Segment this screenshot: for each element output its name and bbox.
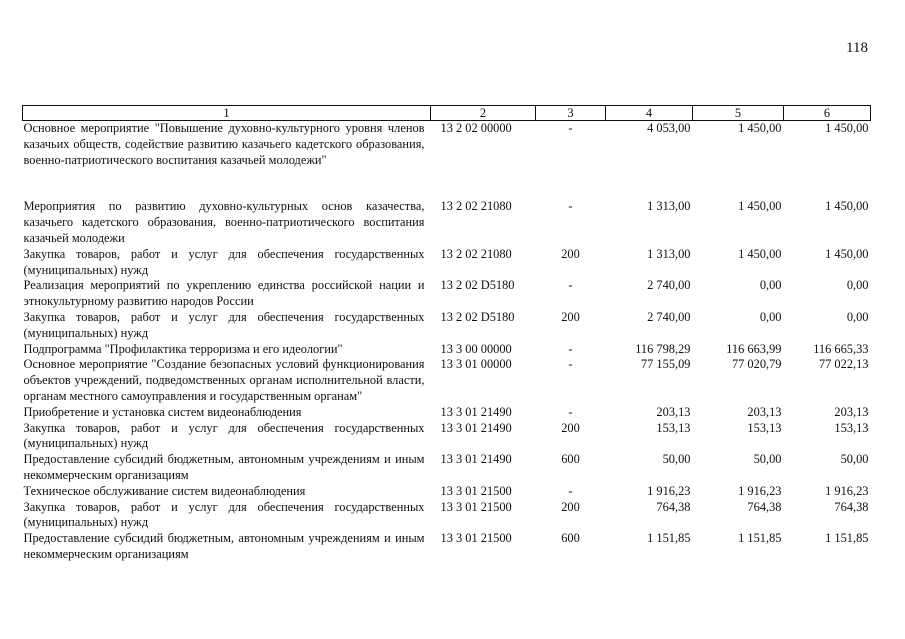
- row-name: Основное мероприятие "Создание безопасных условий функционирования объектов учреждений, подведомственных органам исполнительной власти, органам местного самоуправления и государственным органам": [23, 357, 425, 403]
- row-value-col6: 77 022,13: [818, 357, 869, 372]
- row-code: 13 2 02 21080: [440, 246, 512, 261]
- row-name: Приобретение и установка систем видеонаблюдения: [23, 404, 302, 419]
- row-expense-type: -: [568, 404, 573, 419]
- header-row: [23, 106, 871, 121]
- table-row: [23, 452, 871, 484]
- row-code: 13 2 02 D5180: [440, 278, 515, 293]
- row-name: Закупка товаров, работ и услуг для обеспечения государственных (муниципальных) нужд: [23, 420, 425, 451]
- row-value-col4: 4 053,00: [647, 121, 691, 135]
- row-name: Предоставление субсидий бюджетным, автономным учреждениям и иным некоммерческим организациям: [23, 531, 425, 561]
- row-value-col6: 116 665,33: [813, 341, 869, 356]
- row-code: 13 3 01 21500: [440, 531, 512, 546]
- page-number: 118: [846, 40, 868, 56]
- row-value-col6: 0,00: [846, 278, 869, 293]
- column-header: 1: [23, 106, 431, 121]
- table-row: [23, 421, 871, 453]
- table-row: [23, 357, 871, 404]
- budget-table: [22, 105, 871, 563]
- table-body: [23, 121, 871, 563]
- row-value-col5: 77 020,79: [731, 357, 782, 372]
- row-value-col4: 2 740,00: [647, 309, 691, 324]
- row-code: 13 3 01 21490: [440, 404, 512, 419]
- row-name: Предоставление субсидий бюджетным, автономным учреждениям и иным некоммерческим организациям: [23, 452, 425, 482]
- row-expense-type: 200: [561, 309, 580, 324]
- table-row: [23, 500, 871, 532]
- row-code: 13 3 01 00000: [440, 357, 512, 372]
- row-code: 13 3 00 00000: [440, 341, 512, 356]
- table-row: [23, 121, 871, 200]
- table-row: [23, 484, 871, 500]
- row-value-col5: 50,00: [753, 452, 782, 467]
- column-header: 6: [784, 106, 871, 121]
- row-value-col6: 1 151,85: [825, 531, 869, 546]
- row-name: Закупка товаров, работ и услуг для обеспечения государственных (муниципальных) нужд: [23, 499, 425, 530]
- column-header: 3: [536, 106, 606, 121]
- row-code: 13 2 02 21080: [440, 199, 512, 214]
- row-expense-type: -: [568, 278, 573, 293]
- row-expense-type: -: [568, 341, 573, 356]
- row-value-col5: 153,13: [747, 420, 782, 435]
- row-value-col6: 153,13: [834, 420, 869, 435]
- row-value-col6: 0,00: [846, 309, 869, 324]
- table-row: [23, 405, 871, 421]
- row-value-col4: 2 740,00: [647, 278, 691, 293]
- row-code: 13 3 01 21500: [440, 499, 512, 514]
- row-expense-type: 200: [561, 420, 580, 435]
- row-value-col6: 50,00: [840, 452, 869, 467]
- row-value-col4: 116 798,29: [635, 341, 691, 356]
- row-value-col4: 1 916,23: [647, 483, 691, 498]
- table-row: [23, 247, 871, 279]
- row-value-col4: 153,13: [656, 420, 691, 435]
- row-expense-type: -: [568, 121, 573, 135]
- row-name: Мероприятия по развитию духовно-культурных основ казачества, казачьего кадетского образования, военно-патриотического воспитания казачьей молодежи: [23, 199, 425, 245]
- row-expense-type: 600: [561, 452, 580, 467]
- row-value-col5: 203,13: [747, 404, 782, 419]
- row-value-col4: 1 151,85: [647, 531, 691, 546]
- row-name: Реализация мероприятий по укреплению единства российской нации и этнокультурному развитию народов России: [23, 278, 425, 309]
- row-value-col5: 1 450,00: [738, 246, 782, 261]
- row-value-col5: 1 450,00: [738, 199, 782, 214]
- row-expense-type: 200: [561, 246, 580, 261]
- column-header: 4: [606, 106, 693, 121]
- table-row: [23, 278, 871, 310]
- table-row: [23, 310, 871, 342]
- row-value-col5: 1 916,23: [738, 483, 782, 498]
- table-row: [23, 342, 871, 358]
- table-row: [23, 531, 871, 563]
- row-name: Техническое обслуживание систем видеонаблюдения: [23, 483, 306, 498]
- row-name: Закупка товаров, работ и услуг для обеспечения государственных (муниципальных) нужд: [23, 309, 425, 340]
- row-name: Основное мероприятие "Повышение духовно-культурного уровня членов казачьих обществ, содействие развитию казачьего кадетского образования, военно-патриотического воспитания казачьей молодежи": [23, 121, 425, 167]
- row-value-col4: 1 313,00: [647, 246, 691, 261]
- row-value-col4: 77 155,09: [640, 357, 691, 372]
- row-expense-type: -: [568, 199, 573, 214]
- row-value-col4: 203,13: [656, 404, 691, 419]
- row-value-col6: 1 916,23: [825, 483, 869, 498]
- row-value-col6: 764,38: [834, 499, 869, 514]
- row-expense-type: -: [568, 357, 573, 372]
- row-code: 13 2 02 00000: [440, 121, 512, 135]
- row-value-col4: 764,38: [656, 499, 691, 514]
- row-code: 13 3 01 21500: [440, 483, 512, 498]
- row-value-col5: 1 151,85: [738, 531, 782, 546]
- row-value-col5: 1 450,00: [738, 121, 782, 135]
- row-expense-type: 200: [561, 499, 580, 514]
- row-value-col5: 0,00: [759, 278, 782, 293]
- column-header: 5: [693, 106, 784, 121]
- row-value-col5: 764,38: [747, 499, 782, 514]
- row-value-col4: 1 313,00: [647, 199, 691, 214]
- table-row: [23, 199, 871, 246]
- row-code: 13 3 01 21490: [440, 452, 512, 467]
- row-value-col4: 50,00: [662, 452, 691, 467]
- row-name: Подпрограмма "Профилактика терроризма и его идеологии": [23, 341, 343, 356]
- column-header: 2: [431, 106, 536, 121]
- row-name: Закупка товаров, работ и услуг для обеспечения государственных (муниципальных) нужд: [23, 246, 425, 277]
- row-code: 13 3 01 21490: [440, 420, 512, 435]
- row-value-col5: 116 663,99: [726, 341, 782, 356]
- row-expense-type: -: [568, 483, 573, 498]
- row-value-col6: 203,13: [834, 404, 869, 419]
- row-code: 13 2 02 D5180: [440, 309, 515, 324]
- row-value-col6: 1 450,00: [825, 246, 869, 261]
- row-value-col6: 1 450,00: [825, 121, 869, 135]
- row-value-col5: 0,00: [759, 309, 782, 324]
- row-expense-type: 600: [561, 531, 580, 546]
- row-value-col6: 1 450,00: [825, 199, 869, 214]
